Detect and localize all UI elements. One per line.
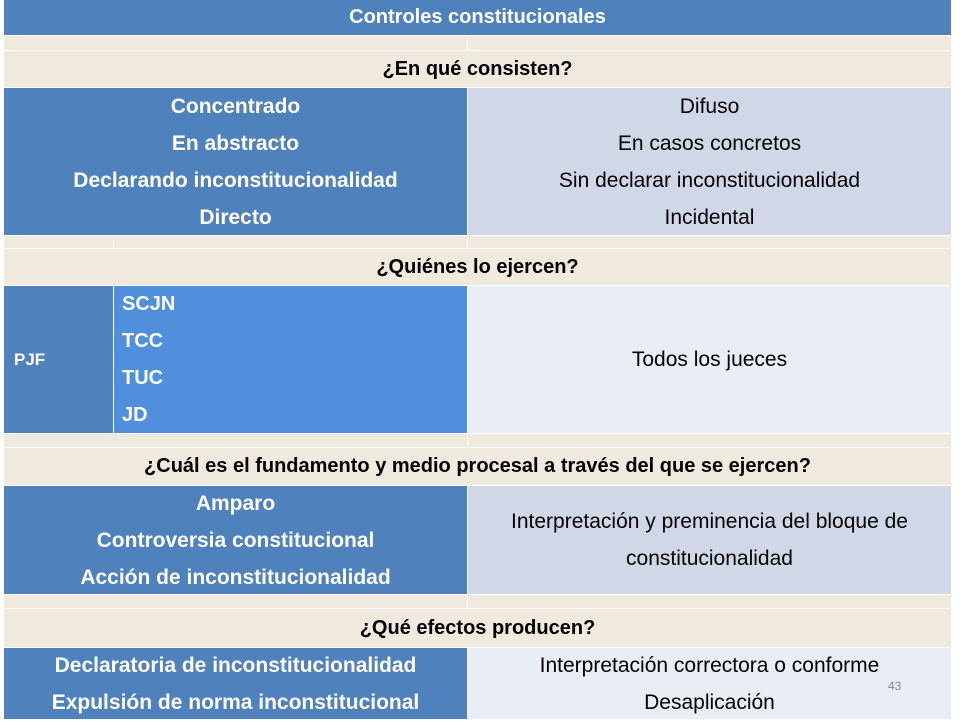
cell-line: Declaratoria de inconstitucionalidad <box>54 653 417 677</box>
cell-line: Desaplicación <box>644 690 775 714</box>
foundation-cell <box>468 486 952 595</box>
concentrated-control-cell <box>4 88 468 236</box>
spacer-row <box>4 434 952 448</box>
institution: TUC <box>122 366 164 389</box>
procedural-means-cell <box>4 486 468 595</box>
cell-line: Difuso <box>679 94 740 118</box>
cell-line: Amparo <box>195 491 276 515</box>
diffuse-control-cell <box>468 88 952 236</box>
cell-line: Concentrado <box>170 94 301 118</box>
cell-line: Interpretación correctora o conforme <box>539 653 880 677</box>
spacer-row <box>4 236 952 249</box>
question-row-2 <box>4 249 952 286</box>
answer-row-3 <box>4 486 952 595</box>
question-heading: ¿Qué efectos producen? <box>4 609 952 648</box>
spacer-row <box>4 36 952 51</box>
cell-line: En casos concretos <box>617 131 802 155</box>
cell-line: constitucionalidad <box>626 547 793 570</box>
institutions-cell <box>114 286 468 434</box>
cell-line: Incidental <box>664 205 755 229</box>
cell-line: En abstracto <box>171 131 300 155</box>
effects-concentrated-cell <box>4 648 468 720</box>
question-heading: ¿Cuál es el fundamento y medio procesal a través del que se ejercen? <box>4 448 952 486</box>
pjf-label: PJF <box>4 286 114 434</box>
institution: SCJN <box>122 292 176 315</box>
cell-line: Controversia constitucional <box>96 528 375 552</box>
title-row <box>4 0 952 36</box>
spacer-row <box>4 595 952 609</box>
cell-line: Acción de inconstitucionalidad <box>80 565 391 589</box>
cell-line: Directo <box>199 205 272 229</box>
question-heading: ¿En qué consisten? <box>4 51 952 88</box>
question-row-3 <box>4 448 952 486</box>
all-judges-cell <box>468 286 952 434</box>
answer-row-4 <box>4 648 952 720</box>
cell-line: Interpretación y preminencia del bloque de <box>511 510 908 533</box>
cell-line: Expulsión de norma inconstitucional <box>51 690 420 714</box>
cell-line: Todos los jueces <box>631 348 788 371</box>
table-title: Controles constitucionales <box>4 0 952 36</box>
institution: TCC <box>122 329 164 352</box>
question-heading: ¿Quiénes lo ejercen? <box>4 249 952 286</box>
page-number: 43 <box>888 679 902 693</box>
institution: JD <box>122 403 148 426</box>
cell-line: Declarando inconstitucionalidad <box>73 168 398 192</box>
answer-row-2 <box>4 286 952 434</box>
cell-line: Sin declarar inconstitucionalidad <box>558 168 861 192</box>
question-row-4 <box>4 609 952 648</box>
answer-row-1 <box>4 88 952 236</box>
question-row-1 <box>4 51 952 88</box>
effects-diffuse-cell <box>468 648 952 720</box>
